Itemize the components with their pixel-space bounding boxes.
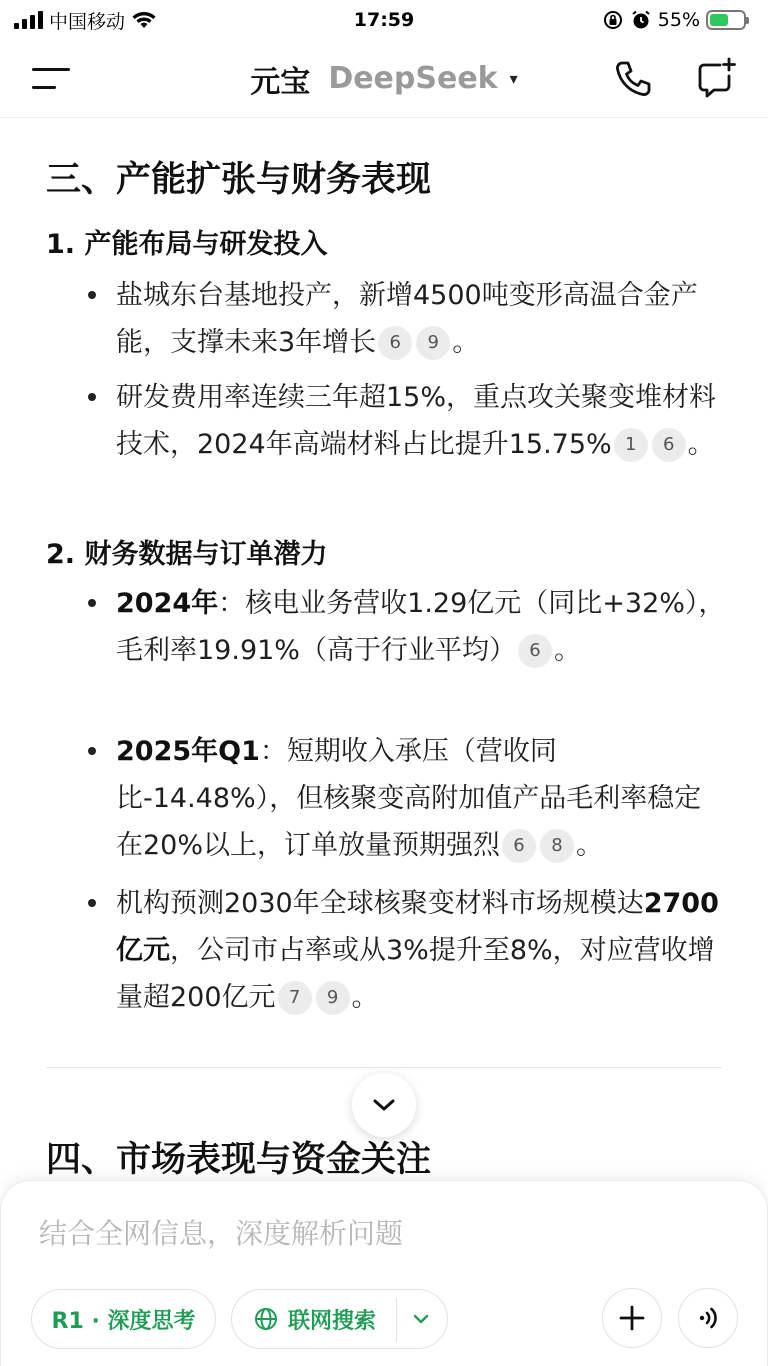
chevron-down-icon: ▾ — [509, 69, 518, 88]
battery-icon — [706, 10, 746, 30]
status-right — [602, 9, 746, 31]
menu-icon-line — [32, 86, 56, 89]
add-attachment-button[interactable] — [602, 1288, 662, 1348]
web-search-toggle[interactable] — [231, 1289, 448, 1349]
plus-icon — [619, 1305, 645, 1331]
list-item — [116, 728, 726, 869]
list-item-end: 。 — [553, 635, 581, 666]
wifi-icon — [131, 10, 157, 30]
list-item-text: ：核电业务营收1.29亿元（同比+32%），毛利率19.91%（高于行业平均） — [116, 588, 726, 666]
status-bar — [0, 0, 768, 40]
carrier-name: 中国移动 — [49, 10, 126, 33]
list-item-text: 盐城东台基地投产，新增4500吨变形高温合金产能，支撑未来3年增长 — [116, 280, 698, 358]
battery-fill — [710, 14, 728, 26]
voice-input-button[interactable] — [678, 1288, 738, 1348]
subsection-1-title: 1. 产能布局与研发投入 — [46, 229, 328, 260]
citation-badge[interactable]: 6 — [518, 634, 552, 668]
list-item-end: 。 — [452, 327, 480, 358]
list-item — [116, 880, 726, 1021]
menu-icon — [32, 68, 70, 71]
status-time: 17:59 — [353, 9, 415, 31]
section-3-title: 三、产能扩张与财务表现 — [46, 160, 432, 200]
section-divider — [46, 1067, 722, 1068]
voice-wave-icon — [695, 1305, 721, 1331]
alarm-icon — [630, 9, 652, 31]
section-4-title: 四、市场表现与资金关注 — [46, 1140, 432, 1180]
phone-icon[interactable] — [612, 58, 654, 100]
list-item — [116, 580, 726, 674]
new-chat-icon[interactable] — [694, 56, 738, 100]
list-item-text: ，公司市占率或从3%提升至8%，对应营收增量超200亿元 — [116, 935, 715, 1013]
citation-badge[interactable]: 6 — [378, 326, 412, 360]
menu-button[interactable] — [32, 66, 72, 92]
list-item-text: 研发费用率连续三年超15%，重点攻关聚变堆材料技术，2024年高端材料占比提升15.75% — [116, 382, 717, 460]
citation-badge[interactable]: 9 — [416, 326, 450, 360]
deep-think-toggle[interactable] — [31, 1289, 216, 1349]
battery-percent: 55% — [657, 9, 700, 31]
cellular-signal-icon — [14, 11, 43, 29]
citation-badge[interactable]: 7 — [278, 981, 312, 1015]
list-item — [116, 374, 726, 468]
list-item-bold: 2024年 — [116, 588, 219, 619]
web-search-label: 联网搜索 — [288, 1308, 377, 1334]
app-header — [0, 40, 768, 118]
deep-think-label: R1 · 深度思考 — [51, 1308, 196, 1334]
citation-badge[interactable]: 1 — [614, 428, 648, 462]
list-item-end: 。 — [351, 982, 379, 1013]
citation-badge[interactable]: 9 — [316, 981, 350, 1015]
scroll-to-bottom-button[interactable] — [352, 1073, 416, 1137]
chevron-down-icon[interactable] — [410, 1308, 432, 1330]
model-name: DeepSeek — [328, 61, 498, 96]
citation-badge[interactable]: 6 — [502, 829, 536, 863]
citation-badge[interactable]: 8 — [540, 829, 574, 863]
list-item-bold: 2025年Q1 — [116, 736, 260, 767]
subsection-2-title: 2. 财务数据与订单潜力 — [46, 539, 328, 570]
orientation-lock-icon — [602, 9, 624, 31]
list-item-end: 。 — [687, 429, 715, 460]
chevron-down-icon — [371, 1096, 397, 1114]
model-selector[interactable] — [250, 57, 517, 101]
list-item-end: 。 — [576, 830, 604, 861]
citation-badge[interactable]: 6 — [652, 428, 686, 462]
chip-divider — [396, 1298, 397, 1342]
list-item-text: 机构预测2030年全球核聚变材料市场规模达 — [116, 888, 644, 919]
prompt-input[interactable] — [39, 1211, 719, 1255]
status-left — [14, 7, 157, 34]
list-item-bold: 2700亿元 — [116, 888, 719, 966]
app-name: 元宝 — [250, 64, 311, 100]
list-item — [116, 272, 726, 366]
globe-icon — [254, 1307, 278, 1331]
list-item-text: ：短期收入承压（营收同比-14.48%），但核聚变高附加值产品毛利率稳定在20%以上，订单放量预期强烈 — [116, 736, 702, 861]
